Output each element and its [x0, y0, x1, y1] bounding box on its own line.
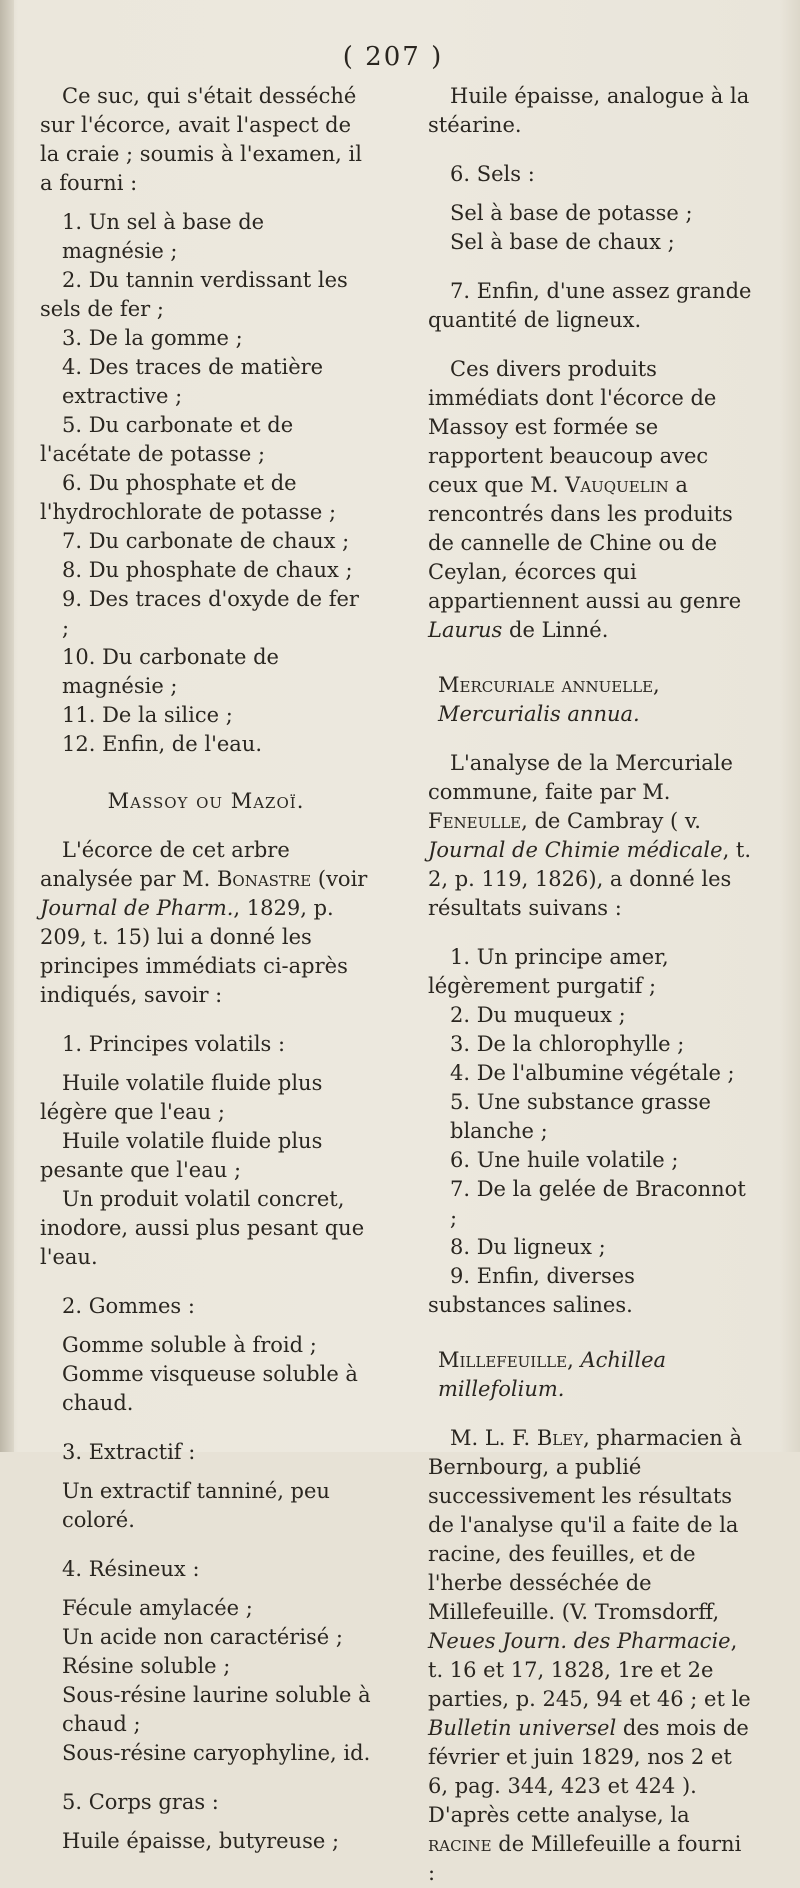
principle-item: Huile épaisse, analogue à la stéarine. [428, 84, 750, 137]
principle-item: Un produit volatil concret, inodore, aussi plus pesant que l'eau. [40, 1187, 365, 1269]
suc-item: 1. Un sel à base de magnésie ; [62, 210, 265, 263]
mercuriale-intro: L'analyse de la Mercuriale commune, faite par M. Feneulle, de Cambray ( v. Journal de Chimie médicale, t. 2, p. 119, 1826), a donné les résultats suivans : [428, 751, 752, 920]
section-title: 4. Résineux : [62, 1557, 200, 1581]
suc-item: 2. Du tannin verdissant les sels de fer ; [40, 268, 348, 321]
principle-item: Sel à base de potasse ; [450, 201, 693, 225]
mercuriale-item: 6. Une huile volatile ; [450, 1148, 679, 1172]
principle-item: Huile volatile fluide plus pesante que l'eau ; [40, 1129, 323, 1182]
suc-intro: Ce suc, qui s'était desséché sur l'écorce, avait l'aspect de la craie ; soumis à l'examen, il a fourni : [40, 84, 362, 195]
principle-item: Un acide non caractérisé ; [62, 1625, 343, 1649]
latin-name: Achillea millefolium. [438, 1348, 667, 1401]
principle-item: Fécule amylacée ; [62, 1596, 253, 1620]
bulletin-title: Bulletin universel [428, 1716, 617, 1740]
suc-item: 6. Du phosphate et de l'hydrochlorate de potasse ; [40, 471, 337, 524]
mercuriale-item: 4. De l'albumine végétale ; [450, 1061, 735, 1085]
millefeuille-text: M. L. F. Bley, pharmacien à Bernbourg, a publié successivement les résultats de l'analyse qu'il a faite de la racine, des feuilles, et de l'herbe desséchée de Millefeuille. (V. Tromsdorff, Neues Journ. des Pharmacie, t. 16 et 17, 1828, 1re et 2e parties, p. 245, 94 et 46 ; et le Bulletin universel des mois de février et juin 1829, nos 2 et 6, pag. 344, 423 et 424 ). D'après cette analyse, la racine de Millefeuille a fourni : [428, 1426, 751, 1885]
journal-title: Journal de Pharm. [40, 896, 234, 920]
right-column [428, 82, 754, 1888]
massoy-intro: L'écorce de cet arbre analysée par M. Bonastre (voir Journal de Pharm., 1829, p. 209, t. 15) lui a donné les principes immédiats ci-après indiqués, savoir : [40, 838, 368, 1007]
journal-title: Journal de Chimie médicale [428, 838, 723, 862]
massoy-comment: Ces divers produits immédiats dont l'écorce de Massoy est formée se rapportent beaucoup avec ceux que M. Vauquelin a rencontrés dans les produits de cannelle de Chine ou de Ceylan, écorces qui appartiennent aussi au genre Laurus de Linné. [428, 357, 742, 642]
principle-item: Résine soluble ; [62, 1654, 231, 1678]
suc-item: 9. Des traces d'oxyde de fer ; [62, 587, 359, 640]
massoy-heading: Massoy ou Mazoï. [107, 789, 305, 813]
suc-item: 4. Des traces de matière extractive ; [62, 355, 324, 408]
section-title: 6. Sels : [450, 162, 535, 186]
mercuriale-item: 7. De la gelée de Braconnot ; [450, 1177, 746, 1230]
author-name: Feneulle [428, 809, 522, 833]
mercuriale-item: 5. Une substance grasse blanche ; [450, 1090, 711, 1143]
millefeuille-heading: Millefeuille, Achillea millefolium. [438, 1348, 667, 1401]
principle-item: Un extractif tanniné, peu coloré. [62, 1479, 330, 1532]
principle-item: Gomme visqueuse soluble à chaud. [62, 1362, 358, 1415]
journal-title: Neues Journ. des Pharmacie [428, 1629, 731, 1653]
author-name: Bley [536, 1426, 584, 1450]
mercuriale-heading: Mercuriale annuelle, Mercurialis annua. [438, 673, 660, 726]
section-title: 1. Principes volatils : [62, 1032, 286, 1056]
principle-item: Huile volatile fluide plus légère que l'eau ; [40, 1071, 323, 1124]
mercuriale-item: 1. Un principe amer, légèrement purgatif ; [428, 945, 669, 998]
mercuriale-item: 2. Du muqueux ; [450, 1003, 626, 1027]
mercuriale-item: 9. Enfin, diverses substances salines. [428, 1264, 635, 1317]
principle-item: Gomme soluble à froid ; [62, 1333, 317, 1357]
suc-item: 10. Du carbonate de magnésie ; [62, 645, 279, 698]
principle-item: Sel à base de chaux ; [450, 230, 675, 254]
author-name: Bonastre [216, 867, 312, 891]
author-name: Vauquelin [565, 473, 669, 497]
suc-item: 3. De la gomme ; [62, 326, 243, 350]
suc-item: 8. Du phosphate de chaux ; [62, 558, 353, 582]
left-column [40, 82, 372, 1856]
suc-item: 7. Du carbonate de chaux ; [62, 529, 350, 553]
section-title: 5. Corps gras : [62, 1790, 219, 1814]
section-seven: 7. Enfin, d'une assez grande quantité de ligneux. [428, 279, 752, 332]
section-title: 2. Gommes : [62, 1294, 195, 1318]
page-number: ( 207 ) [342, 42, 444, 72]
principle-item: Huile épaisse, butyreuse ; [62, 1829, 340, 1853]
principle-item: Sous-résine laurine soluble à chaud ; [62, 1683, 371, 1736]
section-title: 3. Extractif : [62, 1440, 196, 1464]
suc-item: 11. De la silice ; [62, 703, 233, 727]
page-binding-edge [0, 0, 14, 1452]
racine-word: racine [428, 1832, 492, 1856]
principle-item: Sous-résine caryophyline, id. [62, 1741, 371, 1765]
suc-item: 12. Enfin, de l'eau. [62, 732, 262, 756]
mercuriale-item: 3. De la chlorophylle ; [450, 1032, 685, 1056]
genus-name: Laurus [428, 618, 503, 642]
suc-item: 5. Du carbonate et de l'acétate de potasse ; [40, 413, 294, 466]
mercuriale-item: 8. Du ligneux ; [450, 1235, 606, 1259]
latin-name: Mercurialis annua. [438, 702, 640, 726]
